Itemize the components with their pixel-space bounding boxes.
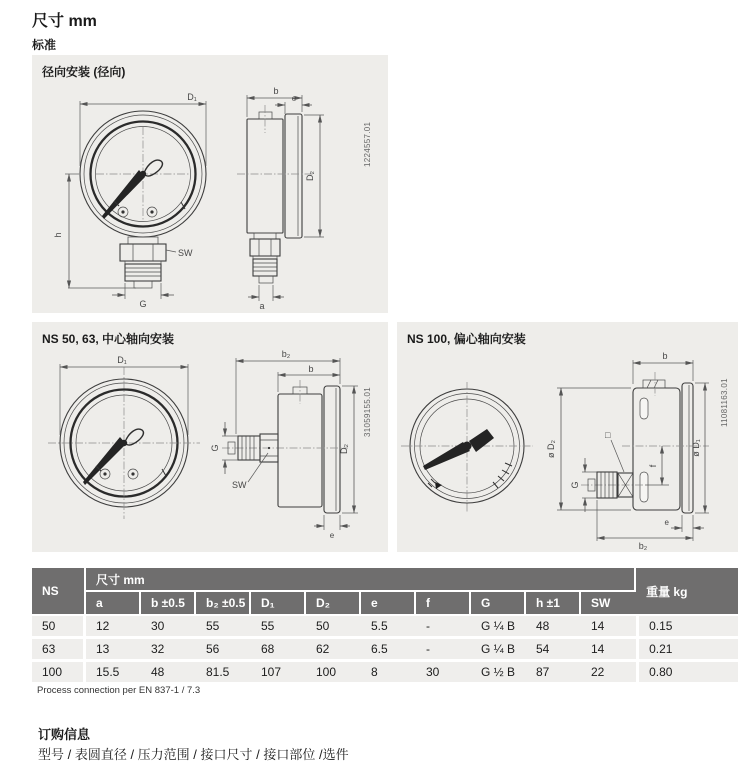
col-header-weight: 重量 kg <box>636 568 738 616</box>
pointer-counterweight <box>469 429 494 452</box>
drawing-code: 1224557.01 <box>363 121 372 167</box>
col-header-b: b ±0.5 <box>141 592 196 616</box>
top-clamp <box>643 372 665 396</box>
cell-d2: 50 <box>306 616 361 639</box>
col-header-e: e <box>361 592 416 616</box>
col-header-dims: 尺寸 mm <box>86 568 636 592</box>
dimensions-table <box>32 568 738 685</box>
col-header-d1: D₁ <box>251 592 306 616</box>
dim-label-f: f <box>648 464 658 468</box>
dim-label-d2: ø D₂ <box>546 440 556 458</box>
col-header-b2: b₂ ±0.5 <box>196 592 251 616</box>
cell-b2: 55 <box>196 616 251 639</box>
page-title: 尺寸 mm <box>32 13 97 30</box>
cell-weight: 0.15 <box>636 616 738 639</box>
case-slot-lower <box>640 472 648 502</box>
dim-label-sw: SW <box>178 248 193 258</box>
process-connection-footnote: Process connection per EN 837-1 / 7.3 <box>37 685 201 696</box>
cell-b: 48 <box>141 662 196 685</box>
col-header-a: a <box>86 592 141 616</box>
pointer-needle <box>83 437 126 485</box>
table-header-row-2 <box>32 592 738 616</box>
dim-label-a: a <box>259 301 265 311</box>
cell-b2: 56 <box>196 639 251 662</box>
panel-center-back-title: NS 50, 63, 中心轴向安装 <box>42 332 175 346</box>
section-subtitle: 标准 <box>32 38 57 52</box>
cell-d1: 107 <box>251 662 306 685</box>
cell-g: G ½ B <box>471 662 526 685</box>
col-header-d2: D₂ <box>306 592 361 616</box>
dim-label-d2: D₂ <box>339 444 349 454</box>
radial-side-view <box>237 86 324 311</box>
radial-mount-drawing <box>32 55 388 313</box>
col-header-sw: SW <box>581 592 636 616</box>
dim-label-g: G <box>570 481 580 489</box>
cell-h: 87 <box>526 662 581 685</box>
cell-f: - <box>416 639 471 662</box>
dim-label-d2: D₂ <box>305 171 315 181</box>
pointer-hub <box>121 440 127 446</box>
case-slot-upper <box>640 398 648 419</box>
cell-d1: 55 <box>251 616 306 639</box>
ordering-info-line: 型号 / 表圆直径 / 压力范围 / 接口尺寸 / 接口部位 /选件 <box>38 747 349 762</box>
cell-g: G ¼ B <box>471 639 526 662</box>
dim-label-b: b <box>308 364 314 374</box>
dim-label-b: b <box>662 351 668 361</box>
cell-a: 15.5 <box>86 662 141 685</box>
cell-b2: 81.5 <box>196 662 251 685</box>
dim-label-d1: D₁ <box>187 92 197 102</box>
dim-label-e: e <box>329 531 335 540</box>
center-back-front-view <box>48 355 200 519</box>
cell-weight: 0.80 <box>636 662 738 685</box>
cell-e: 6.5 <box>361 639 416 662</box>
cell-sw: 14 <box>581 639 636 662</box>
panel-radial-title: 径向安装 (径向) <box>42 65 126 79</box>
cell-e: 8 <box>361 662 416 685</box>
col-header-h: h ±1 <box>526 592 581 616</box>
dim-label-e: e <box>291 94 297 103</box>
drawing-code: 11081163.01 <box>720 378 729 427</box>
cell-sw: 14 <box>581 616 636 639</box>
cell-f: - <box>416 616 471 639</box>
dim-label-g: G <box>210 444 220 452</box>
dim-label-e: e <box>664 518 669 527</box>
eccentric-back-drawing <box>397 322 738 552</box>
table-header-row-1 <box>32 568 738 592</box>
col-header-f: f <box>416 592 471 616</box>
panel-center-back-mount <box>32 322 388 552</box>
square-section-symbol: □ <box>605 430 611 440</box>
dial-screws <box>118 207 157 217</box>
cell-d2: 62 <box>306 639 361 662</box>
cell-e: 5.5 <box>361 616 416 639</box>
panel-eccentric-back-mount <box>397 322 738 552</box>
dim-label-d1: ø D₁ <box>691 439 701 457</box>
cell-ns: 100 <box>32 662 86 685</box>
dim-label-b2: b₂ <box>281 349 291 359</box>
dim-label-d1: D₁ <box>117 355 127 365</box>
col-header-ns: NS <box>32 568 86 616</box>
cell-ns: 50 <box>32 616 86 639</box>
table-row <box>32 616 738 639</box>
col-header-g: G <box>471 592 526 616</box>
cell-h: 48 <box>526 616 581 639</box>
pointer-hub <box>463 442 472 451</box>
cell-f: 30 <box>416 662 471 685</box>
cell-b: 32 <box>141 639 196 662</box>
dim-label-sw: SW <box>232 480 247 490</box>
table-row <box>32 639 738 662</box>
dim-label-b2: b₂ <box>638 541 648 551</box>
cell-d2: 100 <box>306 662 361 685</box>
cell-sw: 22 <box>581 662 636 685</box>
center-back-drawing <box>32 322 388 552</box>
eccentric-front-view <box>401 382 533 512</box>
cell-ns: 63 <box>32 639 86 662</box>
panel-eccentric-title: NS 100, 偏心轴向安装 <box>407 332 526 346</box>
cell-a: 12 <box>86 616 141 639</box>
dim-label-g: G <box>139 299 147 309</box>
cell-b: 30 <box>141 616 196 639</box>
panel-radial-mount <box>32 55 388 313</box>
dial-screws <box>100 469 138 479</box>
process-connection-side <box>250 233 280 283</box>
cell-weight: 0.21 <box>636 639 738 662</box>
table-row <box>32 662 738 685</box>
ordering-info-title: 订购信息 <box>38 727 91 742</box>
cell-d1: 68 <box>251 639 306 662</box>
process-connection-front <box>120 237 166 288</box>
cell-a: 13 <box>86 639 141 662</box>
drawing-code: 31059155.01 <box>363 386 372 437</box>
dim-label-h: h <box>53 232 63 238</box>
eccentric-side-view <box>546 351 709 551</box>
center-back-side-view <box>210 349 358 540</box>
radial-front-view <box>53 92 206 309</box>
dim-label-b: b <box>273 86 279 96</box>
cell-g: G ¼ B <box>471 616 526 639</box>
pointer-hub <box>140 171 146 177</box>
pointer-tail-loop <box>125 429 143 445</box>
cell-h: 54 <box>526 639 581 662</box>
